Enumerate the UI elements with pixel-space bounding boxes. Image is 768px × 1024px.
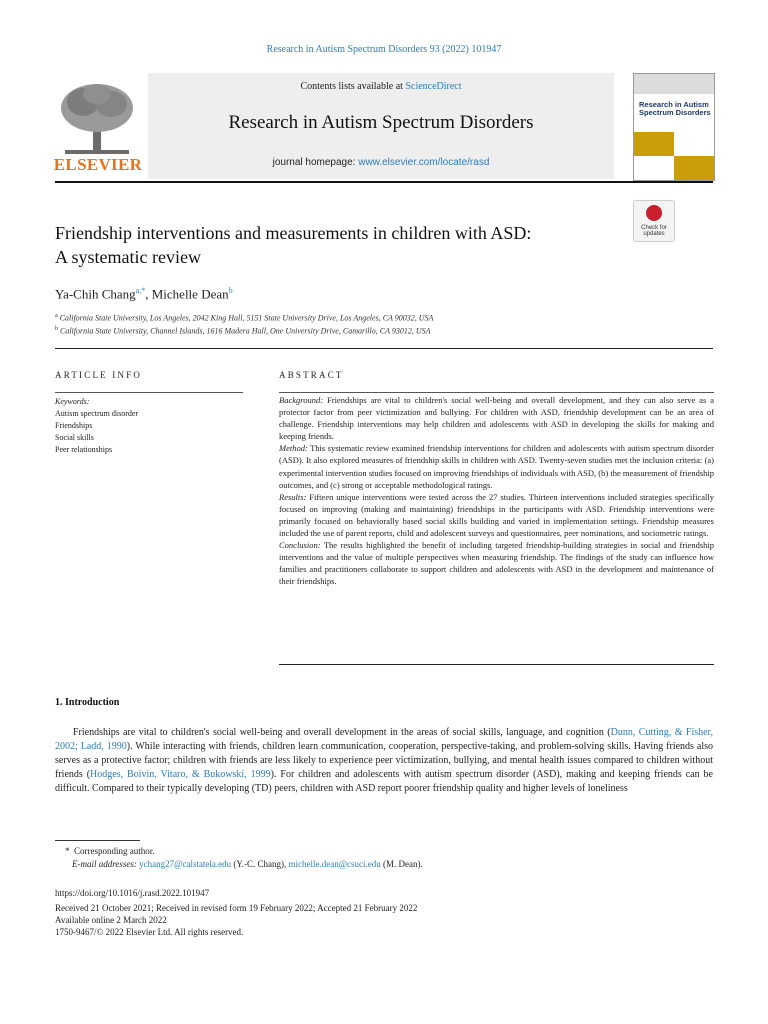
article-info-heading: ARTICLE INFO <box>55 370 143 380</box>
citation-link[interactable]: Hodges, Boivin, Vitaro, & Bukowski, 1999 <box>90 769 271 781</box>
author-name: Ya-Chih Chang <box>55 286 136 302</box>
homepage-prefix: journal homepage: <box>272 157 359 168</box>
section-heading-introduction: 1. Introduction <box>55 697 120 708</box>
cover-block-left <box>634 132 674 156</box>
affiliation-b: $^b$ California State University, Channel Islands, 1616 Madera Hall, One University Drive, Camarillo, CA 93012, USA <box>55 326 431 336</box>
check-for-updates-button[interactable] <box>633 200 675 242</box>
keyword-item: Social skills <box>55 433 94 442</box>
received-dates: Received 21 October 2021; Received in revised form 19 February 2022; Accepted 21 February 2022 <box>55 903 418 913</box>
available-online: Available online 2 March 2022 <box>55 915 167 925</box>
email-addresses: E-mail addresses: ychang27@calstatela.edu (Y.-C. Chang), michelle.dean@csuci.edu (M. Dean). <box>72 859 423 869</box>
cover-top-band <box>634 74 714 94</box>
cover-block-right <box>674 156 714 180</box>
check-for-updates-label: Check for updates <box>641 225 667 237</box>
bookmark-icon <box>646 205 662 221</box>
introduction-paragraph: Friendships are vital to children's social well-being and overall development in the areas of social skills, language, and cognition (Dunn, Cutting, & Fisher, 2002; Ladd, 1990). While interacting with friends, children learn communication, cooperation, perspective-taking, and problem-solving skills. Having friends also serves as a protective factor; children with friends are less likely to experience peer victimization, bullying, and mental health issues compared to children without friends (Hodges, Boivin, Vitaro, & Bukowski, 1999). For children and adolescents with autism spectrum disorder (ASD), making and keeping friends can be difficult. Compared to their typically developing (TD) peers, children with ASD report poorer friendship quality and higher levels of loneliness <box>55 727 713 795</box>
abstract-body <box>279 394 714 588</box>
footnote-rule <box>55 840 140 841</box>
abstract-rule <box>279 392 714 393</box>
email-link[interactable]: michelle.dean@csuci.edu <box>288 859 381 869</box>
abstract-heading: ABSTRACT <box>279 370 344 380</box>
sciencedirect-link[interactable]: ScienceDirect <box>405 81 462 92</box>
citation-link[interactable]: Dunn, Cutting, & Fisher, 2002; Ladd, 1990 <box>55 727 713 753</box>
abstract-conclusion: Conclusion: The results highlighted the benefit of including targeted friendship-building strategies in social and friendship interventions and the value of multiple perspectives when measuring friendship. The findings of the study can influence how families and practitioners collaborate to support children and adolescents with ASD in the development and maintenance of their friendships. <box>279 540 714 587</box>
abstract-results: Results: Fifteen unique interventions were tested across the 27 studies. Thirteen interventions included strategies specifically focused on improving (making and maintaining) friendships in the participants with ASD. Friendship interventions were primarily focused on behaviorally based social skills building and varied in implementation settings. Friendship measures included the use of parent reports, child and adolescent surveys and questionnaires, peer nominations, and sociometric ratings. <box>279 491 714 539</box>
keyword-item: Friendships <box>55 421 93 430</box>
homepage-link[interactable]: www.elsevier.com/locate/rasd <box>358 157 490 168</box>
author-separator: , <box>145 286 152 302</box>
abstract-background: Background: Friendships are vital to children's social well-being and overall development, and they can also serve as a protector factor from peer victimization and bullying. For children with ASD, friendship development can be an area of challenge. Friendship interventions may help children and adolescents with ASD in developing the skills for making and keeping friends. <box>279 395 714 442</box>
journal-homepage-line <box>148 157 614 168</box>
copyright: 1750-9467/© 2022 Elsevier Ltd. All rights reserved. <box>55 927 244 937</box>
author-name: Michelle Dean <box>151 286 229 302</box>
section-divider <box>55 348 713 349</box>
doi-link[interactable]: https://doi.org/10.1016/j.rasd.2022.101947 <box>55 888 210 898</box>
journal-title: Research in Autism Spectrum Disorders <box>228 112 534 133</box>
author-list <box>55 286 233 302</box>
elsevier-wordmark: ELSEVIER <box>53 155 143 174</box>
article-title-line2: A systematic review <box>55 247 201 267</box>
journal-reference-link[interactable]: Research in Autism Spectrum Disorders 93 (2022) 101947 <box>266 44 502 55</box>
affiliation-a: $^a$ California State University, Los Angeles, 2042 King Hall, 5151 State University Drive, Los Angeles, CA 90032, USA <box>55 313 434 323</box>
author-affiliation-link[interactable]: a,* <box>135 286 146 295</box>
article-title <box>55 221 625 269</box>
keyword-item: Peer relationships <box>55 445 113 454</box>
contents-line <box>148 81 614 92</box>
cover-title: Research in Autism Spectrum Disorders <box>639 100 711 117</box>
abstract-method: Method: This systematic review examined friendship interventions for children and adolescents with autism spectrum disorder (ASD). It also explored measures of friendship skills in children with ASD. Twenty-seven studies met the inclusion criteria: (a) experimental intervention studies focused on improving friendships of individuals with ASD, (b) the measurement of friendship outcomes, and (c) strong or acceptable methodological ratings. <box>279 443 714 490</box>
contents-prefix: Contents lists available at <box>300 81 406 92</box>
author-affiliation-link[interactable]: b <box>228 286 233 295</box>
keywords-block <box>55 396 138 456</box>
article-title-line1: Friendship interventions and measurements in children with ASD: <box>55 223 532 243</box>
email-link[interactable]: ychang27@calstatela.edu <box>139 859 232 869</box>
abstract-bottom-rule <box>279 664 714 665</box>
corresponding-author-note: * Corresponding author. <box>65 846 155 856</box>
header-rule <box>55 181 713 183</box>
keyword-item: Autism spectrum disorder <box>55 409 139 418</box>
keywords-label: Keywords: <box>55 397 90 406</box>
journal-cover-image <box>633 73 715 181</box>
article-info-rule <box>55 392 243 393</box>
